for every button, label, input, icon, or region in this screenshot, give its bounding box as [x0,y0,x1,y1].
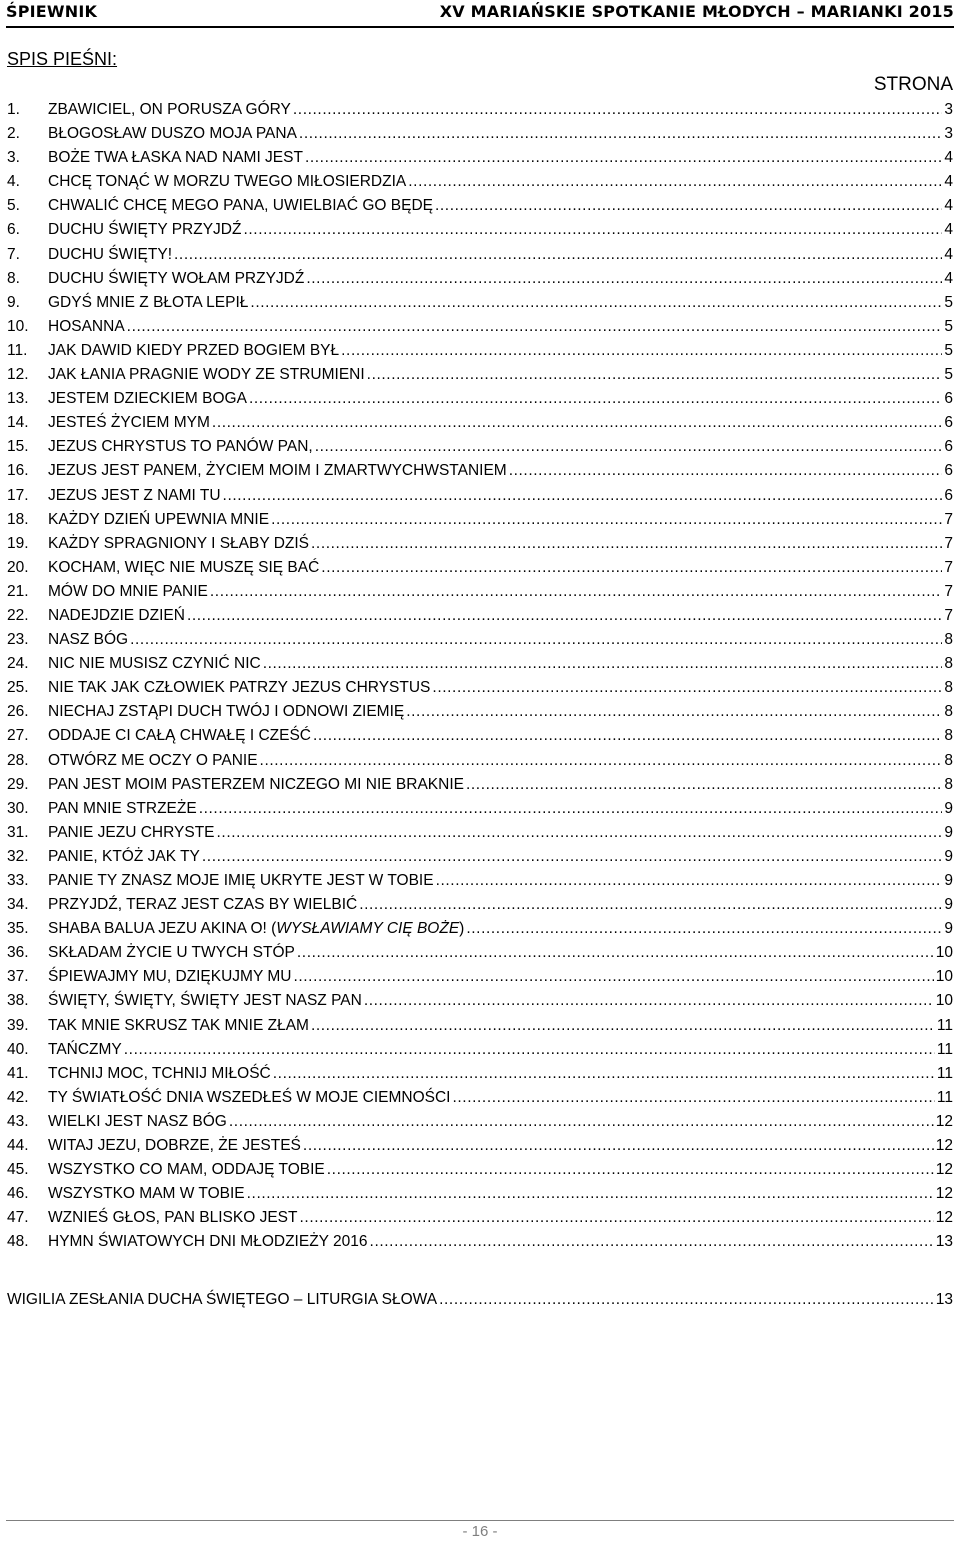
dot-leader [210,580,942,604]
toc-entry-number: 26. [7,703,29,721]
dot-leader [273,1062,935,1086]
toc-entry-page: 10 [935,968,953,986]
toc-row[interactable] [7,845,953,869]
page-number: - 16 - [462,1523,498,1540]
toc-row[interactable] [7,1230,953,1254]
toc-entry-title: WSZYSTKO MAM W TOBIE [48,1185,245,1203]
toc-entry-page: 6 [944,390,953,408]
toc-entry-title: ODDAJE CI CAŁĄ CHWAŁĘ I CZEŚĆ [48,727,311,745]
toc-row[interactable] [7,411,953,435]
toc-row[interactable] [7,1038,953,1062]
toc-entry-title: KOCHAM, WIĘC NIE MUSZĘ SIĘ BAĆ [48,558,320,576]
toc-entry-title: JESTEM DZIECKIEM BOGA [48,390,247,408]
dot-leader [174,243,942,267]
toc-entry-title: DUCHU ŚWIĘTY PRZYJDŹ [48,221,242,239]
toc-entry-page: 8 [944,703,953,721]
toc-entry-page: 3 [944,125,953,143]
toc-entry-page: 5 [944,341,953,359]
dot-leader [432,676,942,700]
toc-entry-page: 4 [944,221,953,239]
toc-entry-title: KAŻDY DZIEŃ UPEWNIA MNIE [48,510,270,528]
toc-entry-number: 31. [7,823,29,841]
toc-row[interactable] [7,1134,953,1158]
toc-entry-title: MÓW DO MNIE PANIE [48,582,208,600]
toc-entry-title: DUCHU ŚWIĘTY! [48,245,172,263]
toc-entry-page: 8 [944,775,953,793]
dot-leader [315,435,943,459]
toc-list [7,98,953,1255]
toc-entry-number: 25. [7,679,29,697]
toc-row[interactable] [7,989,953,1013]
toc-entry-page: 9 [944,896,953,914]
toc-entry-title: JEZUS JEST Z NAMI TU [48,486,221,504]
toc-entry-title-end: ) [459,920,465,938]
toc-entry-page: 5 [944,317,953,335]
toc-entry-title: NIECHAJ ZSTĄPI DUCH TWÓJ I ODNOWI ZIEMIĘ [48,703,405,721]
toc-row[interactable] [7,821,953,845]
toc-entry-number: 12. [7,366,29,384]
toc-entry-number: 6. [7,221,20,239]
toc-entry-page: 8 [944,679,953,697]
toc-row[interactable] [7,267,953,291]
toc-entry-title: ZBAWICIEL, ON PORUSZA GÓRY [48,101,291,118]
toc-row[interactable] [7,1288,953,1312]
toc-entry-page: 4 [944,245,953,263]
toc-entry-page: 12 [935,1161,953,1179]
header-title-left: ŚPIEWNIK [6,2,98,21]
dot-leader [250,291,942,315]
header-title-right: XV MARIAŃSKIE SPOTKANIE MŁODYCH – MARIANKI 2015 [439,2,954,21]
dot-leader [300,1206,934,1230]
toc-entry-page: 12 [935,1137,953,1155]
toc-entry-number: 39. [7,1016,29,1034]
dot-leader [370,1230,934,1254]
toc-row[interactable] [7,146,953,170]
toc-row[interactable] [7,749,953,773]
toc-row[interactable] [7,508,953,532]
toc-title: SPIS PIEŚNI: [7,49,118,69]
dot-leader [466,917,942,941]
toc-row[interactable] [7,1110,953,1134]
dot-leader [263,652,943,676]
toc-entry-page: 12 [935,1209,953,1227]
toc-row[interactable] [7,869,953,893]
toc-entry-title: KAŻDY SPRAGNIONY I SŁABY DZIŚ [48,534,310,552]
dot-leader [311,532,942,556]
toc-entry-number: 38. [7,992,29,1010]
toc-entry-page: 9 [944,799,953,817]
toc-entry-title: PANIE TY ZNASZ MOJE IMIĘ UKRYTE JEST W TOBIE [48,872,434,889]
dot-leader [297,941,934,965]
toc-entry-title: NIE TAK JAK CZŁOWIEK PATRZY JEZUS CHRYSTUS [48,679,431,697]
toc-row[interactable] [7,652,953,676]
dot-leader [217,821,943,845]
toc-entry-page: 4 [944,269,953,287]
dot-leader [466,773,942,797]
toc-entry-number: 22. [7,606,29,624]
toc-entry-title: HOSANNA [48,317,125,335]
toc-row[interactable] [7,532,953,556]
toc-entry-page: 4 [944,197,953,215]
toc-row[interactable] [7,556,953,580]
toc-row[interactable] [7,1182,953,1206]
toc-entry-number: 5. [7,197,20,215]
toc-entry-number: 34. [7,896,29,914]
dot-leader [303,1134,934,1158]
toc-row[interactable] [7,917,953,941]
toc-entry-number: 37. [7,968,29,986]
page-column-label: STRONA [873,74,953,95]
toc-row[interactable] [7,1158,953,1182]
toc-entry-number: 24. [7,655,29,673]
toc-entry-page: 12 [935,1112,953,1130]
dot-leader [202,845,943,869]
toc-entry-number: 14. [7,414,29,432]
toc-row[interactable] [7,1014,953,1038]
toc-entry-page: 4 [944,173,953,191]
toc-entry-title: ŚPIEWAJMY MU, DZIĘKUJMY MU [48,968,292,986]
toc-entry-page: 6 [944,414,953,432]
toc-row[interactable] [7,315,953,339]
dot-leader [367,363,943,387]
toc-row[interactable] [7,363,953,387]
toc-entry-title: NADEJDZIE DZIEŃ [48,606,185,624]
footer-divider [6,1520,954,1521]
dot-leader [341,339,942,363]
toc-entry-page: 7 [944,582,953,600]
toc-entry-number: 48. [7,1233,29,1251]
toc-row[interactable] [7,459,953,483]
toc-entry-page: 9 [944,847,953,865]
dot-leader [299,122,942,146]
toc-entry-number: 10. [7,317,29,335]
toc-entry-number: 13. [7,390,29,408]
dot-leader [509,459,943,483]
toc-entry-page: 13 [935,1233,953,1251]
toc-entry-page: 6 [944,438,953,456]
toc-entry-number: 8. [7,269,20,287]
toc-entry-title: WIELKI JEST NASZ BÓG [48,1112,227,1130]
toc-entry-title-italic: WYSŁAWIAMY CIĘ BOŻE [276,920,460,938]
dot-leader [293,965,933,989]
toc-entry-title: WIGILIA ZESŁANIA DUCHA ŚWIĘTEGO – LITURGIA SŁOWA [7,1291,438,1308]
toc-row[interactable] [7,387,953,411]
toc-entry-number: 20. [7,558,29,576]
dot-leader [124,1038,935,1062]
dot-leader [247,1182,934,1206]
toc-entry-page: 10 [935,992,953,1010]
toc-entry-title: OTWÓRZ ME OCZY O PANIE [48,751,258,769]
toc-entry-number: 18. [7,510,29,528]
toc-entry-title: TCHNIJ MOC, TCHNIJ MIŁOŚĆ [48,1064,271,1082]
toc-entry-title: DUCHU ŚWIĘTY WOŁAM PRZYJDŹ [48,269,305,287]
toc-entry-number: 46. [7,1185,29,1203]
dot-leader [243,218,942,242]
toc-entry-number: 15. [7,438,29,456]
dot-leader [271,508,942,532]
dot-leader [260,749,943,773]
toc-entry-page: 5 [944,293,953,311]
dot-leader [408,170,942,194]
toc-entry-page: 9 [944,823,953,841]
toc-entry-title: CHWALIĆ CHCĘ MEGO PANA, UWIELBIAĆ GO BĘDĘ [48,197,433,215]
toc-entry-page: 13 [935,1291,953,1308]
toc-row[interactable] [7,291,953,315]
toc-entry-page: 8 [944,727,953,745]
dot-leader [223,484,943,508]
toc-entry-page: 8 [944,631,953,649]
toc-entry-page: 12 [935,1185,953,1203]
toc-entry-page: 9 [944,872,953,889]
toc-entry-number: 47. [7,1209,29,1227]
toc-entry-title: TAK MNIE SKRUSZ TAK MNIE ZŁAM [48,1016,309,1034]
toc-entry-number: 40. [7,1040,29,1058]
toc-entry-page: 9 [944,920,953,938]
toc-row[interactable] [7,580,953,604]
toc-entry-title: TY ŚWIATŁOŚĆ DNIA WSZEDŁEŚ W MOJE CIEMNOŚCI [48,1088,451,1106]
toc-row[interactable] [7,893,953,917]
dot-leader [436,869,943,893]
dot-leader [187,604,942,628]
dot-leader [439,1288,934,1312]
toc-entry-number: 3. [7,149,20,167]
toc-row[interactable] [7,700,953,724]
toc-row[interactable] [7,98,953,122]
toc-entry-number: 36. [7,944,29,962]
toc-entry-title: ŚWIĘTY, ŚWIĘTY, ŚWIĘTY JEST NASZ PAN [48,992,362,1010]
toc-entry-page: 8 [944,655,953,673]
toc-row[interactable] [7,797,953,821]
toc-entry-number: 33. [7,872,29,889]
toc-entry-title: CHCĘ TONĄĆ W MORZU TWEGO MIŁOSIERDZIA [48,173,407,191]
toc-entry-title: JEZUS JEST PANEM, ŻYCIEM MOIM I ZMARTWYCHWSTANIEM [48,462,507,480]
toc-entry-title-start: SHABA BALUA JEZU AKINA O! ( [48,920,277,938]
toc-entry-page: 6 [944,486,953,504]
toc-entry-number: 27. [7,727,29,745]
toc-entry-title: PAN MNIE STRZEŻE [48,799,197,817]
dot-leader [313,724,942,748]
toc-entry-number: 4. [7,173,20,191]
dot-leader [364,989,934,1013]
toc-entry-number: 23. [7,631,29,649]
toc-row[interactable] [7,1206,953,1230]
toc-entry-title: PANIE JEZU CHRYSTE [48,823,215,841]
dot-leader [293,98,942,122]
dot-leader [435,194,942,218]
dot-leader [306,267,942,291]
dot-leader [327,1158,934,1182]
dot-leader [127,315,943,339]
toc-entry-page: 6 [944,462,953,480]
toc-entry-number: 42. [7,1088,29,1106]
toc-row[interactable] [7,339,953,363]
toc-entry-title: SKŁADAM ŻYCIE U TWYCH STÓP [48,944,295,962]
toc-entry-page: 11 [936,1064,953,1082]
toc-extra-entry[interactable] [7,1288,953,1312]
toc-entry-number: 28. [7,751,29,769]
toc-row[interactable] [7,965,953,989]
toc-entry-page: 8 [944,751,953,769]
toc-entry-title: BŁOGOSŁAW DUSZO MOJA PANA [48,125,297,143]
page-header [6,0,954,28]
toc-row[interactable] [7,484,953,508]
toc-entry-page: 11 [936,1088,953,1106]
toc-entry-title: JAK DAWID KIEDY PRZED BOGIEM BYŁ [48,341,340,359]
toc-entry-title: GDYŚ MNIE Z BŁOTA LEPIŁ [48,293,249,311]
toc-entry-number: 30. [7,799,29,817]
toc-entry-number: 45. [7,1161,29,1179]
toc-row[interactable] [7,676,953,700]
toc-entry-number: 41. [7,1064,29,1082]
toc-entry-title: WZNIEŚ GŁOS, PAN BLISKO JEST [48,1209,298,1227]
toc-entry-title: TAŃCZMY [48,1040,122,1058]
toc-entry-page: 11 [936,1016,953,1034]
toc-row[interactable] [7,1062,953,1086]
toc-entry-page: 11 [936,1040,953,1058]
toc-entry-number: 16. [7,462,29,480]
dot-leader [321,556,942,580]
toc-row[interactable] [7,194,953,218]
toc-row[interactable] [7,941,953,965]
toc-entry-page: 7 [944,534,953,552]
toc-row[interactable] [7,773,953,797]
toc-entry-number: 2. [7,125,20,143]
toc-entry-title: WSZYSTKO CO MAM, ODDAJĘ TOBIE [48,1161,325,1179]
toc-entry-number: 1. [7,101,20,118]
toc-entry-title: HYMN ŚWIATOWYCH DNI MŁODZIEŻY 2016 [48,1233,368,1251]
toc-entry-page: 7 [944,510,953,528]
toc-entry-title: NIC NIE MUSISZ CZYNIĆ NIC [48,655,261,673]
toc-entry-title: PRZYJDŹ, TERAZ JEST CZAS BY WIELBIĆ [48,896,358,914]
toc-entry-page: 10 [935,944,953,962]
toc-entry-number: 7. [7,245,20,263]
toc-row[interactable] [7,628,953,652]
toc-entry-page: 7 [944,606,953,624]
toc-entry-title: WITAJ JEZU, DOBRZE, ŻE JESTEŚ [48,1137,301,1155]
toc-entry-title: PAN JEST MOIM PASTERZEM NICZEGO MI NIE BRAKNIE [48,775,464,793]
toc-entry-number: 9. [7,293,20,311]
dot-leader [130,628,942,652]
toc-entry-title: PANIE, KTÓŻ JAK TY [48,847,200,865]
toc-entry-number: 11. [7,341,28,359]
dot-leader [229,1110,934,1134]
toc-row[interactable] [7,435,953,459]
toc-entry-number: 32. [7,847,29,865]
dot-leader [452,1086,934,1110]
dot-leader [199,797,943,821]
toc-entry-title: JAK ŁANIA PRAGNIE WODY ZE STRUMIENI [48,366,365,384]
toc-entry-number: 44. [7,1137,29,1155]
dot-leader [311,1014,935,1038]
toc-entry-number: 17. [7,486,29,504]
toc-entry-title [48,917,464,941]
dot-leader [212,411,942,435]
toc-entry-title: JEZUS CHRYSTUS TO PANÓW PAN, [48,438,313,456]
toc-entry-page: 3 [944,101,953,118]
toc-entry-page: 7 [944,558,953,576]
toc-entry-page: 4 [944,149,953,167]
toc-entry-number: 29. [7,775,29,793]
toc-row[interactable] [7,243,953,267]
toc-entry-number: 43. [7,1112,29,1130]
toc-entry-number: 21. [7,582,29,600]
toc-entry-number: 35. [7,920,29,938]
toc-row[interactable] [7,724,953,748]
toc-row[interactable] [7,604,953,628]
toc-entry-number: 19. [7,534,29,552]
toc-entry-title: NASZ BÓG [48,631,129,649]
toc-row[interactable] [7,170,953,194]
toc-row[interactable] [7,218,953,242]
toc-entry-title: BOŻE TWA ŁASKA NAD NAMI JEST [48,149,303,167]
dot-leader [406,700,942,724]
dot-leader [359,893,942,917]
dot-leader [249,387,942,411]
dot-leader [305,146,942,170]
toc-entry-page: 5 [944,366,953,384]
toc-row[interactable] [7,122,953,146]
toc-entry-title: JESTEŚ ŻYCIEM MYM [48,414,210,432]
toc-row[interactable] [7,1086,953,1110]
